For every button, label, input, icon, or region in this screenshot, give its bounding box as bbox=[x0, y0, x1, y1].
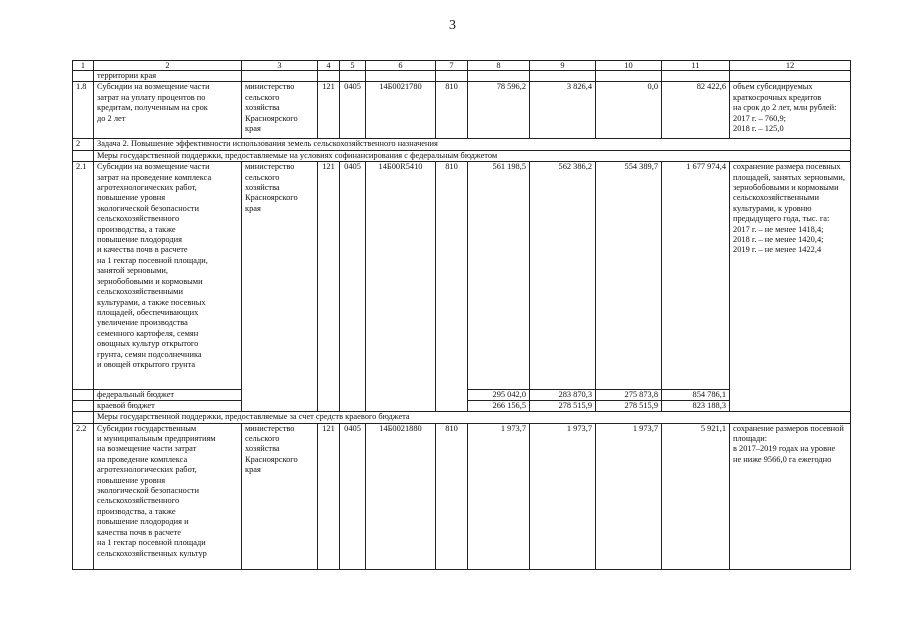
grbs-code: 121 bbox=[318, 423, 340, 569]
header-cell: 9 bbox=[530, 61, 596, 71]
task-title: Задача 2. Повышение эффективности использования земель сельскохозяйственного назначения bbox=[94, 139, 851, 150]
section-title: Меры государственной поддержки, предоставляемые на условиях софинансирования с федеральным бюджетом bbox=[94, 150, 851, 161]
amount-2017: 78 596,2 bbox=[468, 82, 530, 139]
table-row bbox=[73, 82, 851, 139]
header-cell: 3 bbox=[242, 61, 318, 71]
amount-2018: 1 973,7 bbox=[530, 423, 596, 569]
header-cell: 12 bbox=[730, 61, 851, 71]
measure-name: Субсидии государственным и муниципальным предприятиям на возмещение части затрат на проведение комплекса агротехнологических работ, повышение уровня экологической безопасности сельскохозяйственного производства, а также повышение плодородия и качества почв в расчете на 1 гектар посевной площади сельскохозяйственных культур bbox=[94, 423, 242, 569]
target-code: 14Б0021880 bbox=[366, 423, 436, 569]
territory-text: территории края bbox=[94, 71, 242, 82]
program-table bbox=[72, 60, 851, 570]
amount-2018: 3 826,4 bbox=[530, 82, 596, 139]
target-code: 14Б00R5410 bbox=[366, 162, 436, 412]
section-code: 0405 bbox=[340, 82, 366, 139]
table-row bbox=[73, 162, 851, 390]
measure-name: Субсидии на возмещение части затрат на проведение комплекса агротехнологических работ, повышение уровня экологической безопасности сельскохозяйственного производства, а также повышение плодородия и качества почв в расчете на 1 гектар посевной площади, занятой зерновыми, зернобобовыми и кормовыми сельскохозяйственными культурами, а также посевных площадей, обеспечивающих увеличение производства семенного картофеля, семян овощных культур открытого грунта, семян подсолнечника и овощей открытого грунта bbox=[94, 162, 242, 390]
fed-amount-total: 854 786,1 bbox=[662, 390, 730, 401]
fed-amount-2017: 295 042,0 bbox=[468, 390, 530, 401]
expense-type-code: 810 bbox=[436, 82, 468, 139]
row-number: 1.8 bbox=[73, 82, 94, 139]
expected-result: сохранение размеров посевной площади: в 2017–2019 годах на уровне не ниже 9566,0 га ежегодно bbox=[730, 423, 851, 569]
page-number: 3 bbox=[449, 18, 456, 33]
reg-amount-2017: 266 156,5 bbox=[468, 401, 530, 412]
section-title: Меры государственной поддержки, предоставляемые за счет средств краевого бюджета bbox=[94, 412, 851, 423]
header-cell: 10 bbox=[596, 61, 662, 71]
ministry-name: министерство сельского хозяйства Красноярского края bbox=[242, 423, 318, 569]
header-cell: 8 bbox=[468, 61, 530, 71]
expected-result: сохранение размера посевных площадей, занятых зерновыми, зернобобовыми и кормовыми сельскохозяйственными культурами, к уровню предыдущего года, тыс. га: 2017 г. – не менее 1418,4; 2018 г. – не менее 1420,4; 2019 г. – не менее 1422,4 bbox=[730, 162, 851, 412]
amount-total: 5 921,1 bbox=[662, 423, 730, 569]
expected-result: объем субсидируемых краткосрочных кредитов на срок до 2 лет, млн рублей: 2017 г. – 760,9; 2018 г. – 125,0 bbox=[730, 82, 851, 139]
grbs-code: 121 bbox=[318, 162, 340, 412]
header-row bbox=[73, 61, 851, 71]
budget-label: краевой бюджет bbox=[94, 401, 242, 412]
row-number: 2.2 bbox=[73, 423, 94, 569]
amount-2017: 561 198,5 bbox=[468, 162, 530, 390]
ministry-name: министерство сельского хозяйства Красноярского края bbox=[242, 82, 318, 139]
section-code: 0405 bbox=[340, 423, 366, 569]
row-number: 2 bbox=[73, 139, 94, 150]
reg-amount-total: 823 188,3 bbox=[662, 401, 730, 412]
header-cell: 2 bbox=[94, 61, 242, 71]
header-cell: 6 bbox=[366, 61, 436, 71]
amount-2018: 562 386,2 bbox=[530, 162, 596, 390]
reg-amount-2018: 278 515,9 bbox=[530, 401, 596, 412]
fed-amount-2018: 283 870,3 bbox=[530, 390, 596, 401]
grbs-code: 121 bbox=[318, 82, 340, 139]
amount-2019: 1 973,7 bbox=[596, 423, 662, 569]
budget-label: федеральный бюджет bbox=[94, 390, 242, 401]
ministry-name: министерство сельского хозяйства Красноярского края bbox=[242, 162, 318, 412]
amount-total: 82 422,6 bbox=[662, 82, 730, 139]
measure-name: Субсидии на возмещение части затрат на уплату процентов по кредитам, полученным на срок до 2 лет bbox=[94, 82, 242, 139]
amount-total: 1 677 974,4 bbox=[662, 162, 730, 390]
amount-2019: 554 389,7 bbox=[596, 162, 662, 390]
section-row bbox=[73, 412, 851, 423]
section-code: 0405 bbox=[340, 162, 366, 412]
amount-2019: 0,0 bbox=[596, 82, 662, 139]
header-cell: 11 bbox=[662, 61, 730, 71]
header-cell: 4 bbox=[318, 61, 340, 71]
section-row bbox=[73, 150, 851, 161]
amount-2017: 1 973,7 bbox=[468, 423, 530, 569]
header-cell: 7 bbox=[436, 61, 468, 71]
reg-amount-2019: 278 515,9 bbox=[596, 401, 662, 412]
table-row bbox=[73, 423, 851, 569]
expense-type-code: 810 bbox=[436, 162, 468, 412]
target-code: 14Б0021780 bbox=[366, 82, 436, 139]
table-row bbox=[73, 71, 851, 82]
row-number: 2.1 bbox=[73, 162, 94, 390]
task-row bbox=[73, 139, 851, 150]
header-cell: 1 bbox=[73, 61, 94, 71]
expense-type-code: 810 bbox=[436, 423, 468, 569]
fed-amount-2019: 275 873,8 bbox=[596, 390, 662, 401]
header-cell: 5 bbox=[340, 61, 366, 71]
